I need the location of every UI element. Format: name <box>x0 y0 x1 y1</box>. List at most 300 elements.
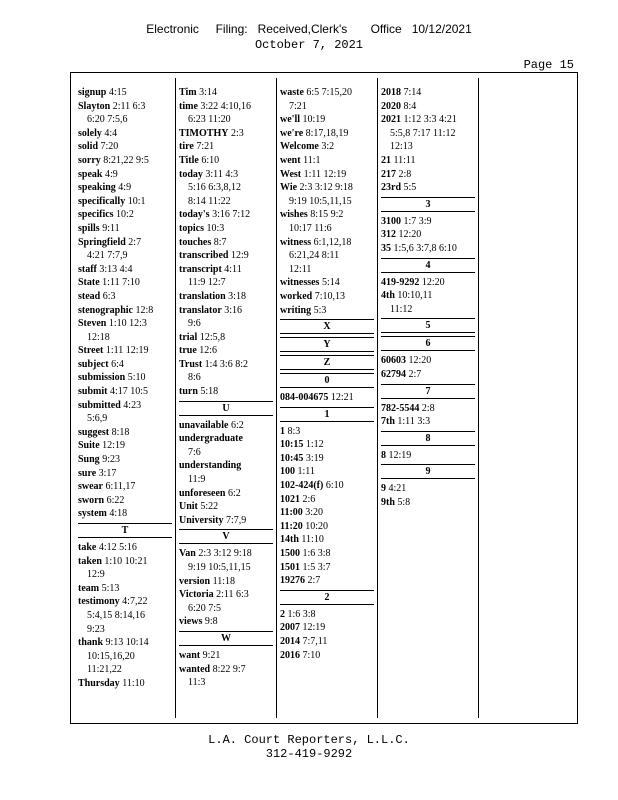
page-line-refs: 6:10 <box>201 154 220 166</box>
index-word: 11:00 <box>280 507 303 519</box>
index-word: 21 <box>381 154 391 166</box>
section-letter-header: W <box>179 631 273 646</box>
index-entry <box>78 494 172 508</box>
page-line-refs-continued: 5:5,8 7:17 11:12 <box>390 127 456 139</box>
index-entry <box>179 140 273 154</box>
index-entry <box>78 290 172 304</box>
index-entry <box>78 541 172 555</box>
page-line-refs: 10:3 <box>206 222 225 234</box>
index-entry <box>179 432 273 446</box>
page-line-refs: 6:2 <box>227 487 241 499</box>
index-word: 2016 <box>280 649 300 661</box>
index-word: 23rd <box>381 182 401 194</box>
index-word: Unit <box>179 501 198 513</box>
index-word: want <box>179 649 201 661</box>
index-entry <box>179 487 273 501</box>
index-word: went <box>280 154 301 166</box>
index-entry <box>179 168 273 182</box>
page-line-refs-continued: 6:23 11:20 <box>188 114 231 126</box>
page-line-refs: 6:3 <box>102 290 116 302</box>
section-letter-header: 9 <box>381 464 475 479</box>
index-word: 2007 <box>280 622 300 634</box>
index-word: 4th <box>381 290 395 302</box>
column-divider <box>175 78 176 718</box>
page-line-refs: 4:17 10:5 <box>109 386 149 398</box>
index-entry <box>280 391 374 405</box>
index-word: sure <box>78 467 97 479</box>
page-line-refs: 1:10 12:3 <box>108 318 147 330</box>
index-word: Springfield <box>78 236 126 248</box>
index-entry <box>179 236 273 250</box>
index-entry <box>381 402 475 416</box>
index-word: Wie <box>280 182 298 194</box>
index-entry <box>179 459 273 473</box>
index-word: touches <box>179 236 212 248</box>
index-entry <box>179 222 273 236</box>
index-word: testimony <box>78 596 120 608</box>
index-entry <box>381 449 475 463</box>
index-entry <box>280 506 374 520</box>
index-word: 10:45 <box>280 452 304 464</box>
page-line-refs: 12:20 <box>398 229 422 241</box>
page-line-refs-continued: 11:9 12:7 <box>188 277 226 289</box>
page-line-refs: 12:20 <box>421 276 445 288</box>
index-entry <box>381 482 475 496</box>
page-line-refs: 4:23 <box>123 399 142 411</box>
page-line-refs: 6:2 <box>230 419 244 431</box>
page-line-refs: 12:19 <box>102 440 125 452</box>
index-word: 782-5544 <box>381 402 420 414</box>
index-entry <box>280 520 374 534</box>
index-word: sworn <box>78 494 105 506</box>
index-entry <box>179 127 273 141</box>
index-word: writing <box>280 304 312 316</box>
page-line-refs: 2:8 <box>421 402 435 414</box>
index-column-1 <box>78 86 172 691</box>
page-line-refs: 3:2 <box>321 141 335 153</box>
index-word: true <box>179 345 197 357</box>
index-entry <box>381 86 475 100</box>
index-word: swear <box>78 481 103 493</box>
page-line-refs: 1:11 3:3 <box>397 416 431 428</box>
page-line-refs: 12:6 <box>199 345 218 357</box>
index-word: thank <box>78 637 104 649</box>
index-entry <box>78 636 172 650</box>
page-line-refs: 3:11 4:3 <box>205 168 239 180</box>
page-line-refs-continued: 6:21,24 8:11 <box>289 250 340 262</box>
page-line-refs: 12:20 <box>408 355 432 367</box>
index-entry <box>280 574 374 588</box>
page-line-refs: 8:21,22 9:5 <box>103 154 149 166</box>
index-entry <box>280 547 374 561</box>
index-word: solely <box>78 127 102 139</box>
index-entry <box>381 181 475 195</box>
index-word: Sung <box>78 454 100 466</box>
index-entry <box>78 385 172 399</box>
index-entry <box>78 181 172 195</box>
page-line-refs: 5:8 <box>397 496 411 508</box>
index-entry <box>280 425 374 439</box>
transcript-date: October 7, 2021 <box>254 38 364 52</box>
page-line-refs-continued: 11:9 <box>188 474 206 486</box>
index-entry <box>280 236 374 250</box>
index-word: 1500 <box>280 548 300 560</box>
index-entry <box>381 113 475 127</box>
page-line-refs: 4:7,22 <box>122 596 148 608</box>
index-word: views <box>179 616 203 628</box>
page-line-refs-continued: 11:12 <box>390 303 413 315</box>
index-word: 1501 <box>280 561 300 573</box>
index-word: subject <box>78 358 109 370</box>
index-entry <box>381 289 475 303</box>
page-line-refs: 1:5 3:7 <box>302 561 331 573</box>
index-entry <box>381 276 475 290</box>
index-entry <box>179 663 273 677</box>
index-entry <box>381 154 475 168</box>
index-word: today's <box>179 209 210 221</box>
page-line-refs-continued: 10:15,16,20 <box>87 650 135 662</box>
index-word: 084-004675 <box>280 392 329 404</box>
index-word: submit <box>78 386 108 398</box>
page-line-refs-continued: 5:4,15 8:14,16 <box>87 609 146 621</box>
index-entry <box>179 358 273 372</box>
index-entry <box>280 181 374 195</box>
page-line-refs: 10:10,11 <box>397 290 433 302</box>
page-line-refs: 8:4 <box>403 100 417 112</box>
index-word: 60603 <box>381 355 406 367</box>
index-word: 19276 <box>280 575 305 587</box>
index-word: translation <box>179 290 226 302</box>
index-word: signup <box>78 87 107 98</box>
index-entry <box>78 127 172 141</box>
index-word: specifically <box>78 195 126 207</box>
index-entry <box>78 317 172 331</box>
index-word: 35 <box>381 242 391 254</box>
index-entry <box>280 86 374 100</box>
index-entry <box>280 635 374 649</box>
index-entry <box>280 533 374 547</box>
index-word: 62794 <box>381 368 406 380</box>
index-word: 2021 <box>381 114 401 126</box>
section-letter-header: X <box>280 319 374 334</box>
page-line-refs: 4:15 <box>108 87 127 98</box>
index-word: worked <box>280 290 313 302</box>
page-line-refs: 12:8 <box>135 304 154 316</box>
index-word: Tim <box>179 87 197 98</box>
index-word: transcript <box>179 263 222 275</box>
page-line-refs: 1:4 3:6 8:2 <box>204 358 248 370</box>
index-entry <box>381 242 475 256</box>
section-letter-header: V <box>179 529 273 544</box>
page-line-refs: 7:7,9 <box>225 514 247 526</box>
index-entry <box>78 453 172 467</box>
index-word: Welcome <box>280 141 319 153</box>
index-entry <box>280 493 374 507</box>
index-entry <box>179 385 273 399</box>
index-word: sorry <box>78 154 101 166</box>
page-line-refs: 9:23 <box>102 454 120 466</box>
section-letter-header: 2 <box>280 590 374 605</box>
page-line-refs: 6:5 7:15,20 <box>306 87 352 98</box>
page-line-refs: 2:3 3:12 9:18 <box>299 182 353 194</box>
index-word: 100 <box>280 466 295 478</box>
index-entry <box>78 358 172 372</box>
index-word: West <box>280 168 302 180</box>
section-letter-header: U <box>179 401 273 416</box>
index-entry <box>78 154 172 168</box>
index-word: Street <box>78 345 104 357</box>
index-word: 2020 <box>381 100 401 112</box>
page-line-refs: 8:22 9:7 <box>212 663 246 675</box>
page-line-refs-continued: 12:13 <box>390 141 413 153</box>
reporter-name: L.A. Court Reporters, L.L.C. <box>208 733 410 747</box>
column-divider <box>276 78 277 718</box>
page-line-refs: 12:19 <box>388 449 412 461</box>
page-line-refs: 6:22 <box>106 494 125 506</box>
page-line-refs: 10:19 <box>302 114 326 126</box>
index-entry <box>78 276 172 290</box>
index-entry <box>280 154 374 168</box>
filing-stamp-line: Electronic Filing: Received,Clerk's Office 10/12/2021 <box>146 22 472 36</box>
index-word: 8 <box>381 449 386 461</box>
page-line-refs: 10:1 <box>127 195 146 207</box>
index-entry <box>179 290 273 304</box>
index-word: Suite <box>78 440 100 452</box>
section-letter-header: T <box>78 523 172 538</box>
page-line-refs: 3:14 <box>199 87 217 98</box>
page-line-refs: 9:8 <box>204 616 218 628</box>
index-word: 217 <box>381 168 396 180</box>
page-line-refs: 2:11 6:3 <box>216 589 249 601</box>
page-line-refs: 12:5,8 <box>199 331 226 343</box>
index-word: suggest <box>78 426 110 438</box>
index-entry <box>78 86 172 100</box>
page-line-refs: 1:10 10:21 <box>104 555 148 567</box>
page-line-refs: 1:11 12:19 <box>105 345 149 357</box>
page-line-refs: 4:11 <box>224 263 242 275</box>
index-entry <box>381 415 475 429</box>
index-entry <box>381 100 475 114</box>
index-entry <box>78 195 172 209</box>
index-entry <box>179 419 273 433</box>
index-word: specifics <box>78 209 114 221</box>
page-line-refs: 1:12 <box>305 439 324 451</box>
page-line-refs: 6:10 <box>325 480 344 492</box>
index-word: 2014 <box>280 636 300 647</box>
index-column-3 <box>280 86 374 662</box>
page-line-refs: 12:21 <box>330 392 354 404</box>
index-word: spills <box>78 222 100 234</box>
index-word: 9 <box>381 483 386 495</box>
index-entry <box>280 276 374 290</box>
page-line-refs: 8:17,18,19 <box>305 127 349 139</box>
page-line-refs: 4:12 5:16 <box>98 542 137 553</box>
page-line-refs-continued: 5:6,9 <box>87 413 108 425</box>
index-entry <box>78 467 172 481</box>
page-line-refs-continued: 12:18 <box>87 331 110 343</box>
index-column-2 <box>179 86 273 690</box>
index-entry <box>381 168 475 182</box>
index-entry <box>179 249 273 263</box>
index-word: Thursday <box>78 677 120 689</box>
index-word: 102-424(f) <box>280 480 324 492</box>
page-line-refs: 4:9 <box>104 168 118 180</box>
page-line-refs: 7:14 <box>403 87 422 98</box>
index-word: witnesses <box>280 277 320 289</box>
section-letter-header: 7 <box>381 384 475 399</box>
index-word: Slayton <box>78 100 111 112</box>
section-letter-header: 6 <box>381 336 475 351</box>
page-line-refs-continued: 11:21,22 <box>87 664 122 676</box>
page-line-refs: 7:10,13 <box>314 290 346 302</box>
index-word: staff <box>78 263 97 275</box>
index-entry <box>381 354 475 368</box>
index-word: unavailable <box>179 419 229 431</box>
index-entry <box>179 575 273 589</box>
index-word: 11:20 <box>280 520 303 532</box>
page-line-refs: 6:4 <box>111 358 124 370</box>
index-entry <box>179 588 273 602</box>
page-line-refs-continued: 10:17 11:6 <box>289 222 332 234</box>
index-word: submitted <box>78 399 121 411</box>
page-line-refs: 5:22 <box>200 501 219 513</box>
page-line-refs: 11:11 <box>393 154 416 166</box>
page-line-refs: 2:11 6:3 <box>112 100 146 112</box>
index-entry <box>179 86 273 100</box>
index-entry <box>78 371 172 385</box>
index-entry <box>78 263 172 277</box>
page-line-refs: 5:13 <box>101 582 120 594</box>
section-letter-header: 5 <box>381 318 475 333</box>
index-entry <box>179 500 273 514</box>
index-entry <box>179 100 273 114</box>
index-word: tire <box>179 141 194 153</box>
index-word: version <box>179 575 211 587</box>
index-entry <box>280 608 374 622</box>
index-word: we're <box>280 127 304 139</box>
page-line-refs-continued: 5:16 6:3,8,12 <box>188 182 242 194</box>
page-line-refs: 2:7 <box>128 236 142 248</box>
index-word: 14th <box>280 534 299 546</box>
page-line-refs: 2:8 <box>398 168 412 180</box>
page-line-refs: 4:4 <box>104 127 118 139</box>
page-line-refs: 8:7 <box>213 236 227 248</box>
index-column-4 <box>381 86 475 509</box>
index-word: 2018 <box>381 87 401 98</box>
page-line-refs: 5:18 <box>200 386 219 398</box>
section-letter-header: 4 <box>381 258 475 273</box>
index-entry <box>280 452 374 466</box>
index-entry <box>280 465 374 479</box>
page-line-refs: 1:12 3:3 4:21 <box>403 114 457 126</box>
index-word: stenographic <box>78 304 133 316</box>
index-word: speaking <box>78 182 116 194</box>
index-word: 10:15 <box>280 439 304 451</box>
index-entry <box>179 331 273 345</box>
index-entry <box>78 344 172 358</box>
index-entry <box>381 228 475 242</box>
index-word: topics <box>179 222 204 234</box>
index-word: 7th <box>381 416 395 428</box>
page-line-refs: 3:20 <box>305 507 324 519</box>
index-entry <box>280 479 374 493</box>
index-word: undergraduate <box>179 433 243 445</box>
index-word: witness <box>280 236 312 248</box>
page-line-refs: 2:6 <box>302 493 316 505</box>
index-entry <box>280 621 374 635</box>
index-word: Title <box>179 154 199 166</box>
page-line-refs-continued: 8:14 11:22 <box>188 195 231 207</box>
index-word: 419-9292 <box>381 276 420 288</box>
index-entry <box>179 547 273 561</box>
page-line-refs-continued: 9:19 10:5,11,15 <box>188 562 251 573</box>
page-line-refs: 5:5 <box>403 182 417 194</box>
page-line-refs: 10:20 <box>305 520 329 532</box>
page-line-refs: 1:7 3:9 <box>403 215 432 227</box>
section-letter-header: Z <box>280 355 374 370</box>
index-entry <box>78 399 172 413</box>
page-line-refs: 1:6 3:8 <box>302 548 331 560</box>
index-word: we'll <box>280 114 300 126</box>
index-entry <box>78 304 172 318</box>
index-entry <box>78 236 172 250</box>
page-line-refs: 3:17 <box>98 467 117 479</box>
page-line-refs: 4:18 <box>109 508 128 520</box>
index-entry <box>381 215 475 229</box>
page-line-refs: 8:3 <box>287 425 301 437</box>
page-line-refs-continued: 8:6 <box>188 372 201 384</box>
index-entry <box>179 615 273 629</box>
page-line-refs-continued: 9:19 10:5,11,15 <box>289 195 352 207</box>
page-line-refs: 3:13 4:4 <box>99 263 133 275</box>
page-line-refs: 11:1 <box>303 154 321 166</box>
page-line-refs: 4:21 <box>388 483 407 495</box>
page-line-refs: 7:20 <box>100 141 119 153</box>
column-divider <box>478 78 479 718</box>
index-word: turn <box>179 386 198 398</box>
page-line-refs-continued: 12:11 <box>289 263 312 275</box>
index-word: TIMOTHY <box>179 127 229 139</box>
page-line-refs: 3:16 <box>224 304 243 316</box>
index-entry <box>78 480 172 494</box>
page-line-refs-continued: 7:6 <box>188 446 201 458</box>
index-word: Steven <box>78 318 107 330</box>
page-line-refs: 7:10 <box>302 649 321 661</box>
index-entry <box>78 426 172 440</box>
index-entry <box>179 208 273 222</box>
reporter-phone: 312-419-9292 <box>265 747 353 761</box>
index-word: trial <box>179 331 198 343</box>
column-divider <box>377 78 378 718</box>
index-entry <box>78 595 172 609</box>
index-entry <box>78 140 172 154</box>
section-letter-header: 8 <box>381 431 475 446</box>
page-line-refs: 3:19 <box>305 452 324 464</box>
index-word: University <box>179 514 224 526</box>
page-line-refs: 5:10 <box>127 372 146 384</box>
page-line-refs: 11:10 <box>122 677 145 689</box>
index-entry <box>78 439 172 453</box>
page-line-refs: 9:11 <box>102 222 120 234</box>
page-line-refs: 12:9 <box>230 250 249 262</box>
index-word: system <box>78 508 107 520</box>
page-line-refs: 10:2 <box>116 209 134 221</box>
index-entry <box>78 222 172 236</box>
index-word: take <box>78 542 97 553</box>
index-word: 3100 <box>381 215 401 227</box>
index-entry <box>280 561 374 575</box>
index-entry <box>179 154 273 168</box>
